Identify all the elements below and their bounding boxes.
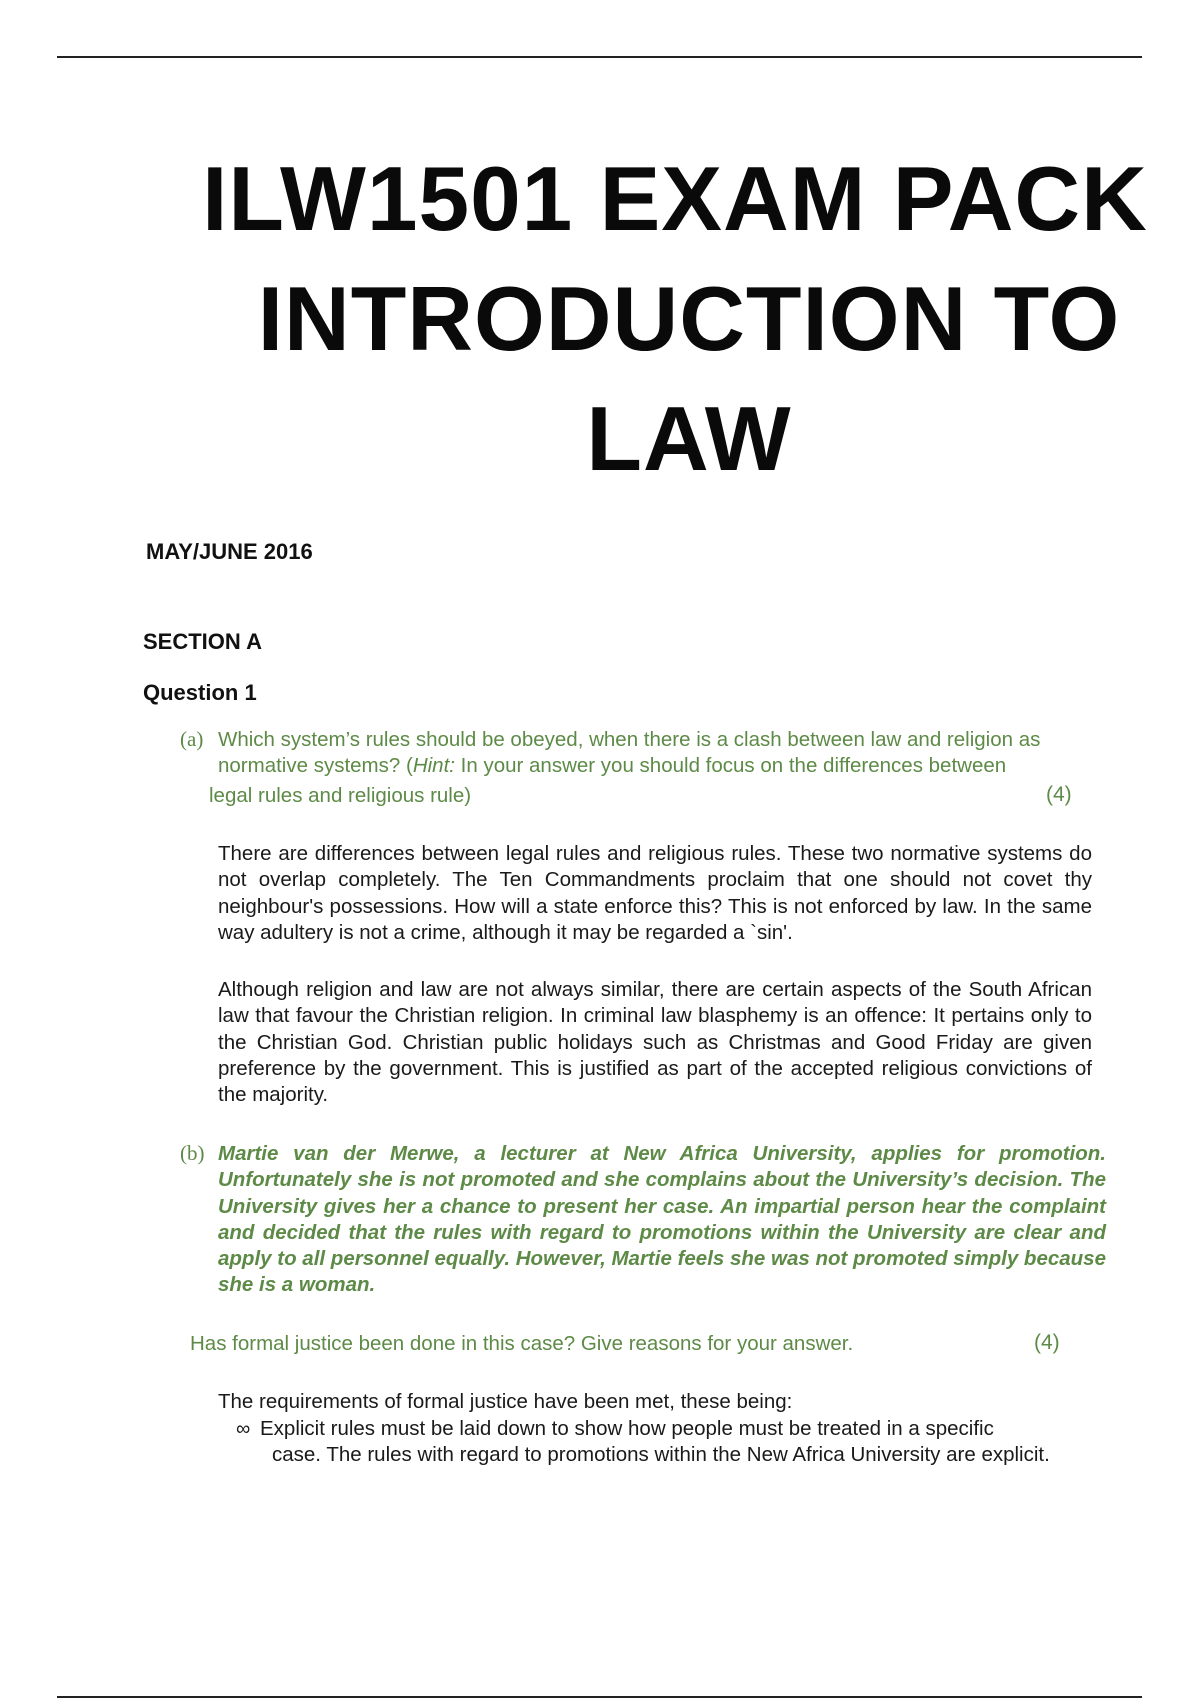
bullet-1-continuation: case. The rules with regard to promotions within the New Africa University are explicit.: [272, 1443, 1050, 1467]
question-b-label: (b): [180, 1141, 205, 1165]
exam-date: MAY/JUNE 2016: [146, 539, 313, 564]
answer-a-paragraph-1: There are differences between legal rules and religious rules. These two normative systems do not overlap completely. The Ten Commandments proclaim that one should not covet thy neighbour's possessions. How will a state enforce this? This is not enforced by law. In the same way adultery is not a crime, although it may be regarded a `sin'.: [218, 842, 1092, 944]
question-a-label: (a): [180, 727, 204, 751]
question-a-line-2: [218, 753, 1006, 779]
answer-b-intro: The requirements of formal justice have been met, these being:: [218, 1390, 793, 1413]
question-b-marks: (4): [1034, 1331, 1060, 1354]
bullet-1-line-1: Explicit rules must be laid down to show how people must be treated in a specific: [260, 1417, 994, 1440]
question-b-scenario: Martie van der Merwe, a lecturer at New Africa University, applies for promotion. Unfortunately she is not promoted and she complains about the University’s decision. The University gives her a chance to present her case. An impartial person hear the complaint and decided that the rules with regard to promotions within the University are clear and apply to all personnel equally. However, Martie feels she was not promoted simply because she is a woman.: [218, 1142, 1106, 1297]
document-title: [0, 140, 1200, 500]
question-heading: Question 1: [143, 680, 257, 705]
question-b-prompt: Has formal justice been done in this case? Give reasons for your answer.: [190, 1332, 854, 1355]
question-a-line-2-suffix: In your answer you should focus on the differences between: [454, 754, 1007, 777]
bottom-rule: [57, 1696, 1142, 1698]
answer-a-paragraph-2: Although religion and law are not always similar, there are certain aspects of the South African law that favour the Christian religion. In criminal law blasphemy is an offence: It pertains only to the Christian God. Christian public holidays such as Christmas and Good Friday are given preference by the government. This is justified as part of the accepted religious convictions of the majority.: [218, 978, 1092, 1107]
infinity-bullet-icon: ∞: [236, 1418, 251, 1440]
title-line-3: LAW: [586, 389, 792, 490]
question-a-marks: (4): [1046, 783, 1072, 806]
answer-b-bullet-1: [236, 1416, 1092, 1469]
title-line-2: INTRODUCTION TO: [257, 269, 1121, 370]
top-rule: [57, 56, 1142, 58]
question-a-hint: Hint:: [412, 754, 455, 777]
question-a-line-1: Which system’s rules should be obeyed, when there is a clash between law and religion as: [218, 728, 1041, 751]
title-line-1: ILW1501 EXAM PACK: [202, 149, 1148, 250]
section-heading: SECTION A: [143, 629, 262, 654]
question-a-line-2-prefix: normative systems? (: [218, 754, 413, 777]
question-a-line-3: legal rules and religious rule): [209, 784, 472, 807]
